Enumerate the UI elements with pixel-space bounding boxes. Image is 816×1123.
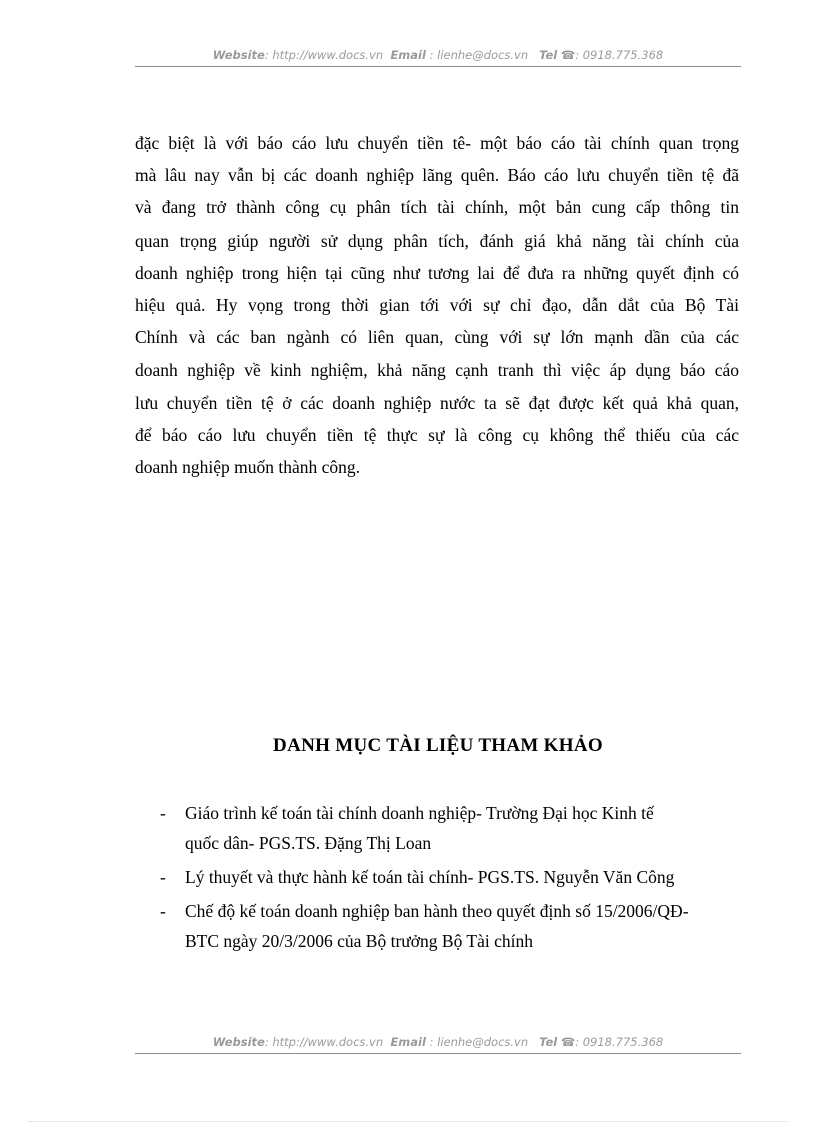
footer-website-label: Website (212, 1035, 265, 1049)
footer-tel-label: Tel (539, 1035, 558, 1049)
footer-email-label: Email (390, 1035, 426, 1049)
footer-email-value: : lienhe@docs.vn (425, 1035, 529, 1049)
header-tel-label: Tel (539, 48, 558, 62)
reference-text: Giáo trình kế toán tài chính doanh nghiệp- Trường Đại học Kinh tế (185, 803, 654, 823)
reference-text: quốc dân- PGS.TS. Đặng Thị Loan (185, 833, 432, 853)
list-bullet: - (160, 867, 166, 887)
references-title: DANH MỤC TÀI LIỆU THAM KHẢO (273, 735, 603, 756)
paragraph-line: Chính và các ban ngành có liên quan, cùng với sự lớn mạnh dần của các (135, 327, 739, 347)
header-divider (135, 66, 741, 67)
paragraph-line: để báo cáo lưu chuyển tiền tệ thực sự là công cụ không thể thiếu của các (135, 425, 739, 445)
phone-icon: ☎ (560, 1035, 576, 1049)
header-website-label: Website (212, 48, 265, 62)
page-footer (135, 1035, 741, 1049)
footer-website-value: : http://www.docs.vn (264, 1035, 384, 1049)
reference-text: BTC ngày 20/3/2006 của Bộ trưởng Bộ Tài chính (185, 931, 533, 951)
paragraph-line: quan trọng giúp người sử dụng phân tích, đánh giá khả năng tài chính của (135, 231, 739, 251)
header-email-value: : lienhe@docs.vn (425, 48, 529, 62)
list-bullet: - (160, 803, 166, 823)
paragraph-line: lưu chuyển tiền tệ ở các doanh nghiệp nước ta sẽ đạt được kết quả khả quan, (135, 393, 739, 413)
footer-tel-value: : 0918.775.368 (575, 1035, 664, 1049)
paragraph-line: doanh nghiệp trong hiện tại cũng như tương lai để đưa ra những quyết định có (135, 263, 739, 283)
header-website-value: : http://www.docs.vn (264, 48, 384, 62)
list-bullet: - (160, 901, 166, 921)
footer-divider (135, 1053, 741, 1054)
paragraph-line: doanh nghiệp về kinh nghiệm, khả năng cạnh tranh thì việc áp dụng báo cáo (135, 360, 739, 380)
paragraph-line: hiệu quả. Hy vọng trong thời gian tới với sự chỉ đạo, dẫn dắt của Bộ Tài (135, 295, 739, 315)
paragraph-line: mà lâu nay vẫn bị các doanh nghiệp lãng quên. Báo cáo lưu chuyển tiền tệ đã (135, 165, 739, 185)
paragraph-line: và đang trở thành công cụ phân tích tài chính, một bản cung cấp thông tin (135, 197, 739, 217)
page-header (135, 48, 741, 62)
phone-icon: ☎ (560, 48, 576, 62)
reference-text: Chế độ kế toán doanh nghiệp ban hành theo quyết định số 15/2006/QĐ- (185, 901, 689, 921)
paragraph-line: doanh nghiệp muốn thành công. (135, 457, 361, 477)
header-tel-value: : 0918.775.368 (575, 48, 664, 62)
page-bottom-border (28, 1121, 788, 1122)
reference-text: Lý thuyết và thực hành kế toán tài chính- PGS.TS. Nguyễn Văn Công (185, 867, 675, 887)
paragraph-line: đặc biệt là với báo cáo lưu chuyển tiền tê- một báo cáo tài chính quan trọng (135, 133, 739, 153)
header-email-label: Email (390, 48, 426, 62)
